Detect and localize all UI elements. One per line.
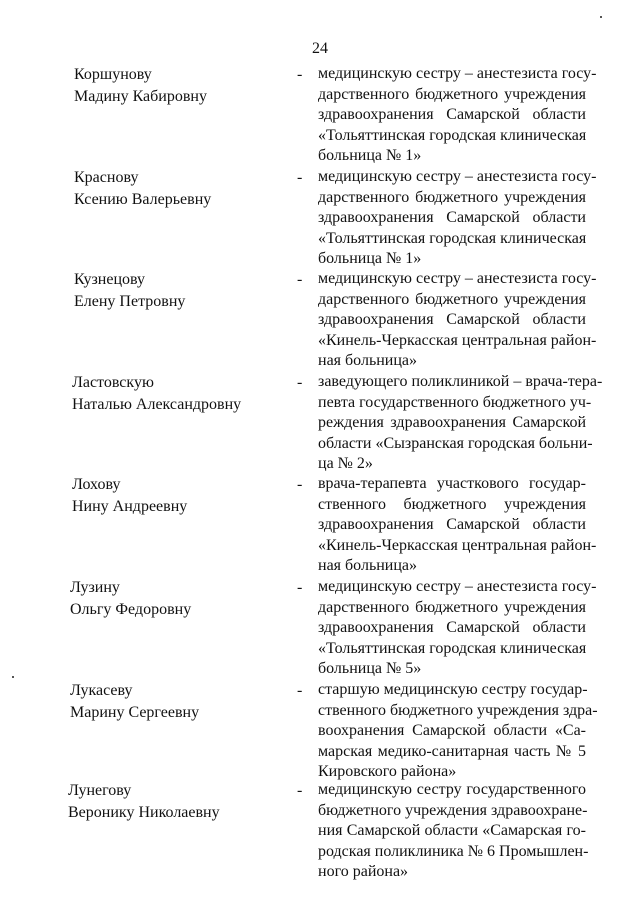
position-text [318,167,597,270]
position-line: «Тольяттинская городская клиническая [318,639,587,657]
position-line: врача-терапевта участкового государ- [318,475,586,492]
position-text [318,372,603,475]
position-line: ная больница» [318,557,418,574]
position-line: дарственного бюджетного учреждения [318,598,586,616]
position-line: больница № 1» [318,147,422,164]
entry-dash: - [297,782,303,799]
person-given-names: Веронику Николаевну [68,804,220,821]
position-line: ственного бюджетного учреждения [318,495,586,513]
person-surname: Краснову [74,169,139,186]
person-given-names: Ксению Валерьевну [74,191,212,208]
position-line: области «Сызранская городская больни- [318,434,593,452]
position-line: больница № 1» [318,250,422,267]
entry-dash: - [297,374,303,391]
position-line: Кировского района» [318,763,457,780]
position-line: здравоохранения Самарской области [318,209,586,226]
position-line: бюджетного учреждения здравоохране- [318,801,588,819]
position-line: «Тольяттинская городская клиническая [318,229,587,247]
person-surname: Лузину [70,579,120,596]
person-name [74,269,185,313]
position-line: ственного бюджетного учреждения здра- [318,701,598,719]
position-line: больница № 5» [318,660,422,677]
position-line: медицинскую сестру – анестезиста госу- [318,65,597,82]
position-line: медицинскую сестру – анестезиста госу- [318,168,597,185]
position-text [318,577,597,680]
person-name [72,372,241,416]
scan-speck [600,16,602,18]
position-line: дарственного бюджетного учреждения [318,290,586,308]
person-name [68,780,220,824]
entry-dash: - [297,682,303,699]
position-line: ная больница» [318,352,418,369]
scan-speck [12,676,14,678]
position-line: здравоохранения Самарской области [318,106,586,123]
person-given-names: Марину Сергеевну [70,704,200,721]
position-line: здравоохранения Самарской области [318,516,586,533]
position-line: марская медико-санитарная часть № 5 [318,742,586,760]
position-line: здравоохранения Самарской области [318,619,586,636]
position-line: медицинскую сестру государственного [318,781,586,798]
person-surname: Коршунову [74,66,152,83]
person-name [74,64,207,108]
position-line: «Кинель-Черкасская центральная район- [318,331,597,349]
person-surname: Кузнецову [74,271,146,288]
person-name [74,167,211,211]
person-name [70,680,199,724]
position-line: медицинскую сестру – анестезиста госу- [318,270,597,287]
position-text [318,64,597,167]
person-given-names: Ольгу Федоровну [70,601,192,618]
entry-dash: - [297,169,303,186]
position-line: певта государственного бюджетного уч- [318,393,592,411]
position-text [318,680,598,783]
position-line: воохранения Самарской области «Са- [318,722,586,739]
entry-dash: - [297,579,303,596]
position-line: «Тольяттинская городская клиническая [318,126,587,144]
position-text [318,269,597,372]
position-line: дарственного бюджетного учреждения [318,188,586,206]
person-name [70,577,191,621]
person-given-names: Наталью Александровну [72,396,242,413]
entry-dash: - [297,271,303,288]
position-line: ния Самарской области «Самарская го- [318,822,586,839]
position-line: заведующего поликлиникой – врача-тера- [318,373,603,390]
person-given-names: Елену Петровну [74,293,186,310]
position-line: ного района» [318,863,409,880]
position-line: реждения здравоохранения Самарской [318,414,586,431]
position-line: дарственного бюджетного учреждения [318,85,586,103]
position-text [318,474,597,577]
person-surname: Лукасеву [70,682,133,699]
entry-dash: - [297,476,303,493]
position-line: медицинскую сестру – анестезиста госу- [318,578,597,595]
person-surname: Лохову [72,476,121,493]
person-given-names: Мадину Кабировну [74,88,207,105]
person-surname: Ластовскую [72,374,154,391]
entry-dash: - [297,66,303,83]
person-name [72,474,187,518]
position-line: старшую медицинскую сестру государ- [318,681,588,698]
position-line: ца № 2» [318,455,373,472]
position-line: здравоохранения Самарской области [318,311,586,328]
page-number: 24 [312,40,328,57]
position-text [318,780,589,883]
person-surname: Лунегову [68,782,132,799]
person-given-names: Нину Андреевну [72,498,188,515]
position-line: родская поликлиника № 6 Промышлен- [318,842,589,860]
position-line: «Кинель-Черкасская центральная район- [318,536,597,554]
